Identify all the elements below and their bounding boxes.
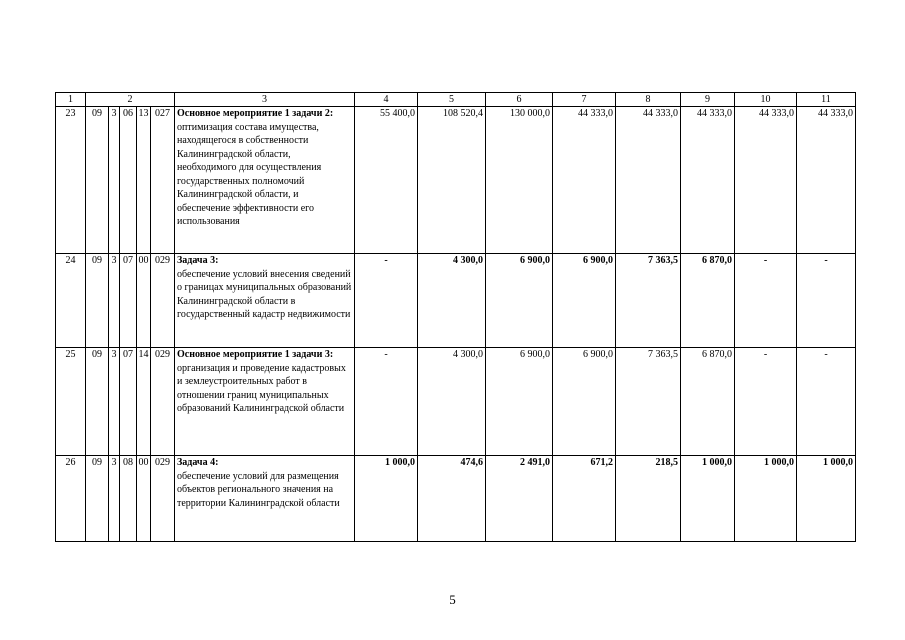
value-cell: 130 000,0 — [486, 107, 553, 254]
code-cell: 07 — [120, 254, 137, 348]
value-cell: 7 363,5 — [616, 254, 681, 348]
value-cell: 218,5 — [616, 456, 681, 542]
header-cell: 2 — [86, 93, 175, 107]
value-cell: 44 333,0 — [681, 107, 735, 254]
table-row — [56, 107, 856, 254]
code-cell: 09 — [86, 254, 109, 348]
item-title: Задача 4: — [177, 457, 219, 468]
budget-table — [55, 92, 856, 542]
value-cell: 7 363,5 — [616, 348, 681, 456]
value-cell: 671,2 — [553, 456, 616, 542]
row-number: 26 — [56, 456, 86, 542]
header-row — [56, 93, 856, 107]
code-cell: 027 — [151, 107, 175, 254]
header-cell: 11 — [797, 93, 856, 107]
value-cell: 6 870,0 — [681, 348, 735, 456]
row-number: 25 — [56, 348, 86, 456]
header-cell: 7 — [553, 93, 616, 107]
code-cell: 3 — [109, 348, 120, 456]
description-cell — [175, 348, 355, 456]
header-cell: 1 — [56, 93, 86, 107]
code-cell: 00 — [137, 254, 151, 348]
header-cell: 10 — [735, 93, 797, 107]
item-title: Основное мероприятие 1 задачи 3: — [177, 349, 334, 360]
page-number: 5 — [449, 592, 456, 607]
code-cell: 08 — [120, 456, 137, 542]
value-cell: 1 000,0 — [797, 456, 856, 542]
item-title: Основное мероприятие 1 задачи 2: — [177, 108, 334, 119]
value-cell: - — [355, 348, 418, 456]
code-cell: 3 — [109, 254, 120, 348]
code-cell: 3 — [109, 456, 120, 542]
code-cell: 029 — [151, 456, 175, 542]
item-description: обеспечение условий внесения сведений о границах муниципальных образований Калининградской области в государственный кадастр недвижимости — [177, 268, 352, 320]
value-cell: 6 870,0 — [681, 254, 735, 348]
code-cell: 06 — [120, 107, 137, 254]
row-number: 23 — [56, 107, 86, 254]
item-description: организация и проведение кадастровых и землеустроительных работ в отношении границ муниципальных образований Калининградской области — [177, 362, 346, 414]
code-cell: 14 — [137, 348, 151, 456]
table-row — [56, 254, 856, 348]
code-cell: 09 — [86, 348, 109, 456]
header-cell: 4 — [355, 93, 418, 107]
value-cell: 44 333,0 — [553, 107, 616, 254]
value-cell: - — [797, 348, 856, 456]
header-cell: 3 — [175, 93, 355, 107]
description-cell — [175, 254, 355, 348]
description-cell — [175, 456, 355, 542]
header-cell: 8 — [616, 93, 681, 107]
code-cell: 09 — [86, 456, 109, 542]
value-cell: 2 491,0 — [486, 456, 553, 542]
value-cell: 6 900,0 — [486, 348, 553, 456]
description-cell — [175, 107, 355, 254]
value-cell: 1 000,0 — [735, 456, 797, 542]
table-row — [56, 348, 856, 456]
value-cell: 1 000,0 — [355, 456, 418, 542]
value-cell: 1 000,0 — [681, 456, 735, 542]
value-cell: 44 333,0 — [616, 107, 681, 254]
item-description: обеспечение условий для размещения объектов регионального значения на территории Калининградской области — [177, 470, 340, 509]
code-cell: 029 — [151, 254, 175, 348]
code-cell: 00 — [137, 456, 151, 542]
table-row — [56, 456, 856, 542]
code-cell: 07 — [120, 348, 137, 456]
row-number: 24 — [56, 254, 86, 348]
value-cell: - — [735, 348, 797, 456]
value-cell: 474,6 — [418, 456, 486, 542]
value-cell: 44 333,0 — [735, 107, 797, 254]
item-title: Задача 3: — [177, 255, 219, 266]
value-cell: - — [735, 254, 797, 348]
value-cell: 6 900,0 — [553, 254, 616, 348]
code-cell: 029 — [151, 348, 175, 456]
item-description: оптимизация состава имущества, находящегося в собственности Калининградской области, необходимого для осуществления государственных полномочий Калининградской области, и обеспечение эффективности его использования — [177, 121, 322, 227]
value-cell: 4 300,0 — [418, 348, 486, 456]
value-cell: 6 900,0 — [553, 348, 616, 456]
value-cell: 6 900,0 — [486, 254, 553, 348]
header-cell: 5 — [418, 93, 486, 107]
value-cell: 4 300,0 — [418, 254, 486, 348]
value-cell: - — [797, 254, 856, 348]
code-cell: 13 — [137, 107, 151, 254]
code-cell: 09 — [86, 107, 109, 254]
value-cell: 55 400,0 — [355, 107, 418, 254]
code-cell: 3 — [109, 107, 120, 254]
value-cell: 44 333,0 — [797, 107, 856, 254]
value-cell: 108 520,4 — [418, 107, 486, 254]
header-cell: 6 — [486, 93, 553, 107]
value-cell: - — [355, 254, 418, 348]
header-cell: 9 — [681, 93, 735, 107]
